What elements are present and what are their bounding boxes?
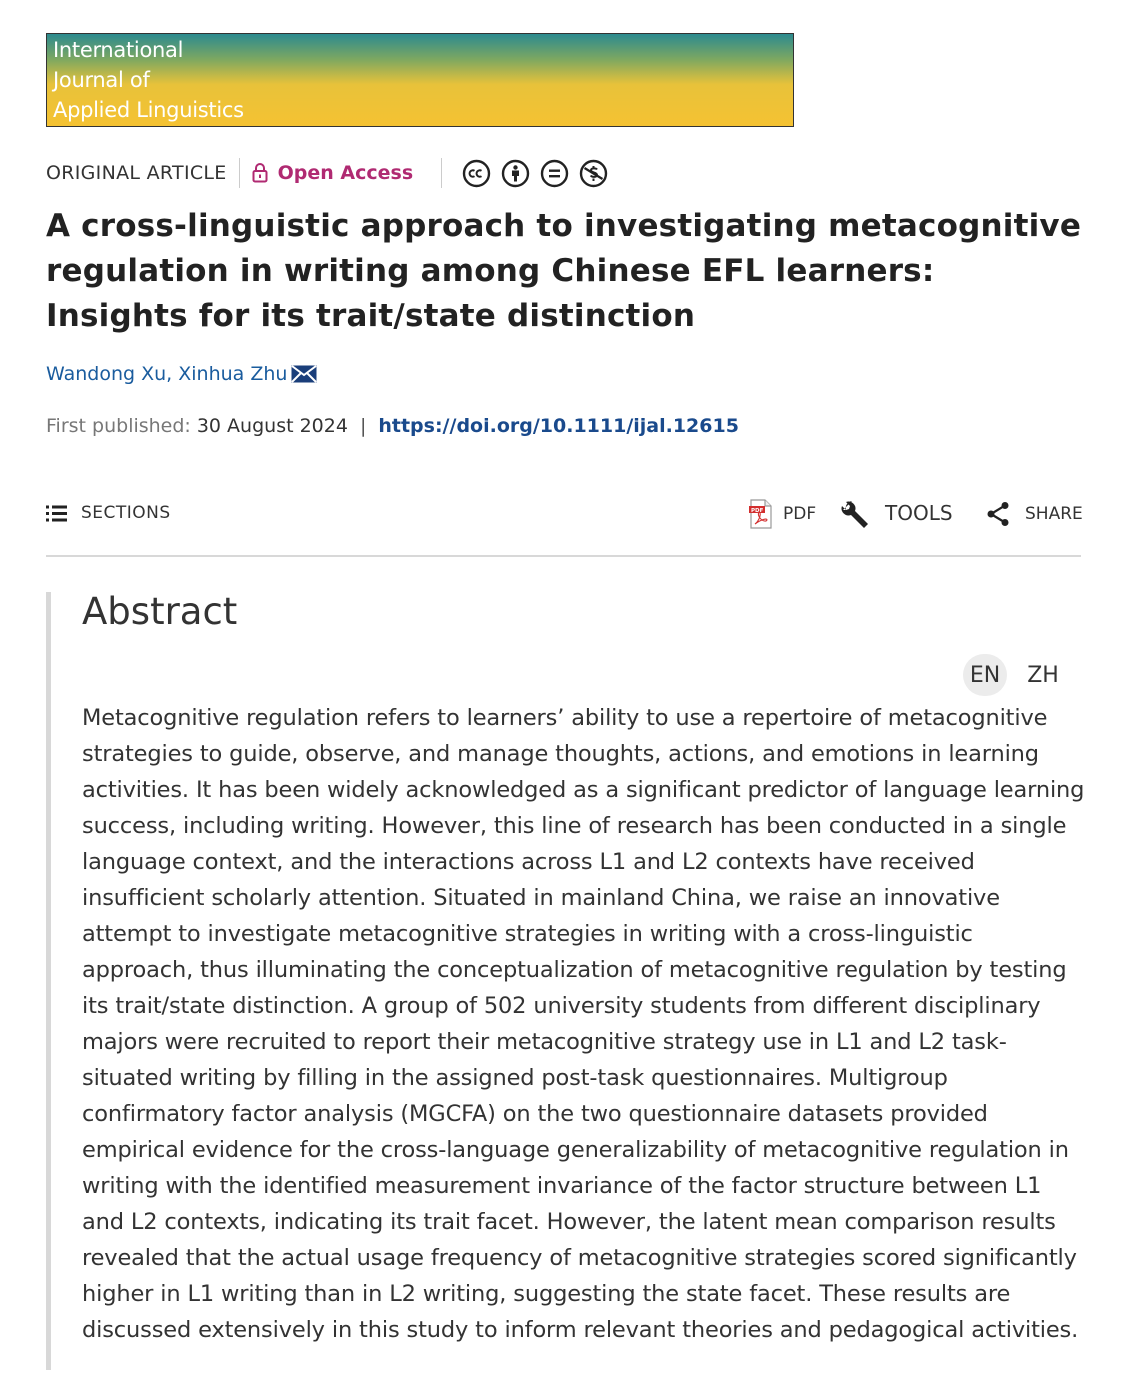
first-published-label: First published: [46, 415, 191, 437]
article-meta-row [46, 156, 608, 190]
author-separator: , [166, 363, 173, 385]
abstract-heading: Abstract [82, 590, 238, 633]
email-icon[interactable] [291, 365, 317, 383]
author-link[interactable]: Xinhua Zhu [178, 363, 288, 385]
tools-label: TOOLS [885, 501, 953, 525]
divider [441, 158, 442, 188]
article-type: ORIGINAL ARTICLE [46, 162, 227, 184]
publication-info [46, 415, 739, 437]
tools-button[interactable] [841, 498, 953, 528]
toolbar-divider [46, 555, 1081, 557]
open-access-label: Open Access [277, 162, 414, 184]
article-toolbar [46, 495, 1081, 535]
author-list [46, 363, 317, 385]
separator: | [359, 415, 367, 437]
pdf-label: PDF [783, 504, 817, 524]
journal-name: International Journal of Applied Linguistics [53, 38, 244, 122]
sections-button[interactable] [46, 503, 171, 523]
lock-open-icon [252, 163, 268, 183]
pdf-icon [749, 499, 773, 529]
article-title: A cross-linguistic approach to investigating metacognitive regulation in writing among Chinese EFL learners: Insights for its trait/state distinction [46, 208, 1082, 334]
first-published-date: 30 August 2024 [196, 415, 348, 437]
share-button[interactable] [986, 501, 1083, 527]
share-icon [986, 501, 1010, 527]
nd-icon [540, 159, 569, 188]
lang-toggle-zh[interactable]: ZH [1027, 662, 1059, 688]
abstract-accent-bar [46, 592, 51, 1370]
nc-icon [579, 159, 608, 188]
author-link[interactable]: Wandong Xu [46, 363, 167, 385]
lang-toggle-en[interactable]: EN [963, 654, 1007, 696]
wrench-icon [841, 498, 871, 528]
divider [239, 158, 240, 188]
journal-banner[interactable] [46, 33, 794, 127]
pdf-button[interactable] [749, 499, 816, 529]
by-icon [501, 159, 530, 188]
license-icons[interactable] [462, 159, 608, 188]
share-label: SHARE [1025, 504, 1083, 524]
svg-text:PDF: PDF [751, 508, 764, 514]
cc-icon [462, 159, 491, 188]
list-icon [46, 505, 67, 522]
open-access-badge[interactable] [252, 162, 414, 184]
doi-link[interactable]: https://doi.org/10.1111/ijal.12615 [378, 415, 739, 437]
sections-label: SECTIONS [81, 503, 171, 523]
abstract-body: Metacognitive regulation refers to learners’ ability to use a repertoire of metacognitive strategies to guide, observe, and manage thoughts, actions, and emotions in learning activities. It has been widely acknowledged as a significant predictor of language learning success, including writing. However, this line of research has been conducted in a single language context, and the interactions across L1 and L2 contexts have received insufficient scholarly attention. Situated in mainland China, we raise an innovative attempt to investigate metacognitive strategies in writing with a cross-linguistic approach, thus illuminating the conceptualization of metacognitive regulation by testing its trait/state distinction. A group of 502 university students from different disciplinary majors were recruited to report their metacognitive strategy use in L1 and L2 task-situated writing by filling in the assigned post-task questionnaires. Multigroup confirmatory factor analysis (MGCFA) on the two questionnaire datasets provided empirical evidence for the cross-language generalizability of metacognitive regulation in writing with the identified measurement invariance of the factor structure between L1 and L2 contexts, indicating its trait facet. However, the latent mean comparison results revealed that the actual usage frequency of metacognitive strategies scored significantly higher in L1 writing than in L2 writing, suggesting the state facet. These results are discussed extensively in this study to inform relevant theories and pedagogical activities. [82, 705, 1085, 1343]
